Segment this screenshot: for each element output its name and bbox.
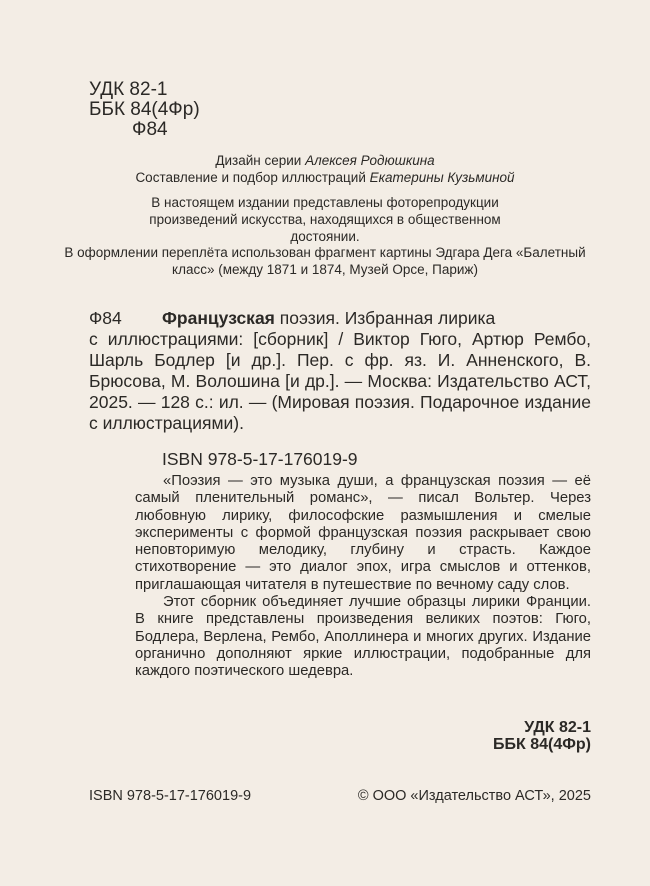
abstract-paragraph-1: «Поэзия — это музыка души, а французская поэзия — её самый пленительный романс», — писал Вольтер. Через любовную лирику, философские размышления и смелые эксперименты с формой французская поэзия раскрывает свою неповторимую мелодику, глубину и страсть. Каждое стихотворение — это диалог эпох, игра смыслов и оттенков, приглашающая читателя в путешествие по вечному саду слов. [135,473,591,593]
compile-credit [60,169,590,186]
cover-note: В оформлении переплёта использован фрагмент картины Эдгара Дега «Балетный класс» (между 1871 и 1874, Музей Орсе, Париж) [64,245,586,277]
footer-isbn: ISBN 978-5-17-176019-9 [89,788,252,804]
bibliographic-entry [89,308,591,434]
series-credits [60,152,590,186]
udk-code-bottom: УДК 82-1 [524,719,591,736]
entry-title-rest: поэзия. Избранная лирика [279,308,496,328]
bbk-code-bottom: ББК 84(4Фр) [493,736,591,753]
udk-code: УДК 82-1 [89,79,168,100]
entry-description: с иллюстрациями: [сборник] / Виктор Гюго, Артюр Рембо, Шарль Бодлер [и др.]. Пер. с фр. яз. И. Анненского, В. Брюсова, М. Волошина [и др.]. — Москва: Издательство АСТ, 2025. — 128 с.: ил. — (Мировая поэзия. Подарочное издание с иллюстрациями). [89,329,591,433]
abstract-paragraph-2: Этот сборник объединяет лучшие образцы лирики Франции. В книге представлены произведения великих поэтов: Гюго, Бодлера, Верлена, Рембо, Аполлинера и многих других. Издание органично дополняют яркие иллюстрации, подобранные для каждого поэтического шедевра. [135,594,591,680]
author-cutter-code: Ф84 [132,119,168,140]
copyright: © ООО «Издательство АСТ», 2025 [357,788,591,804]
design-credit-name: Алексея Родюшкина [305,153,435,168]
classification-block-bottom [450,719,591,753]
reproduction-note: В настоящем издании представлены фоторепродукции произведений искусства, находящихся в общественном достоянии. [149,195,501,244]
entry-first-line [162,308,591,329]
design-credit [60,152,590,169]
entry-code: Ф84 [89,308,122,328]
classification-block [89,80,200,140]
book-abstract [135,473,591,681]
entry-title: Французская [162,308,275,328]
design-credit-prefix: Дизайн серии [215,153,302,168]
compile-credit-prefix: Составление и подбор иллюстраций [135,170,366,185]
compile-credit-name: Екатерины Кузьминой [369,170,515,185]
bbk-code: ББК 84(4Фр) [89,99,200,120]
isbn: ISBN 978-5-17-176019-9 [162,449,358,469]
